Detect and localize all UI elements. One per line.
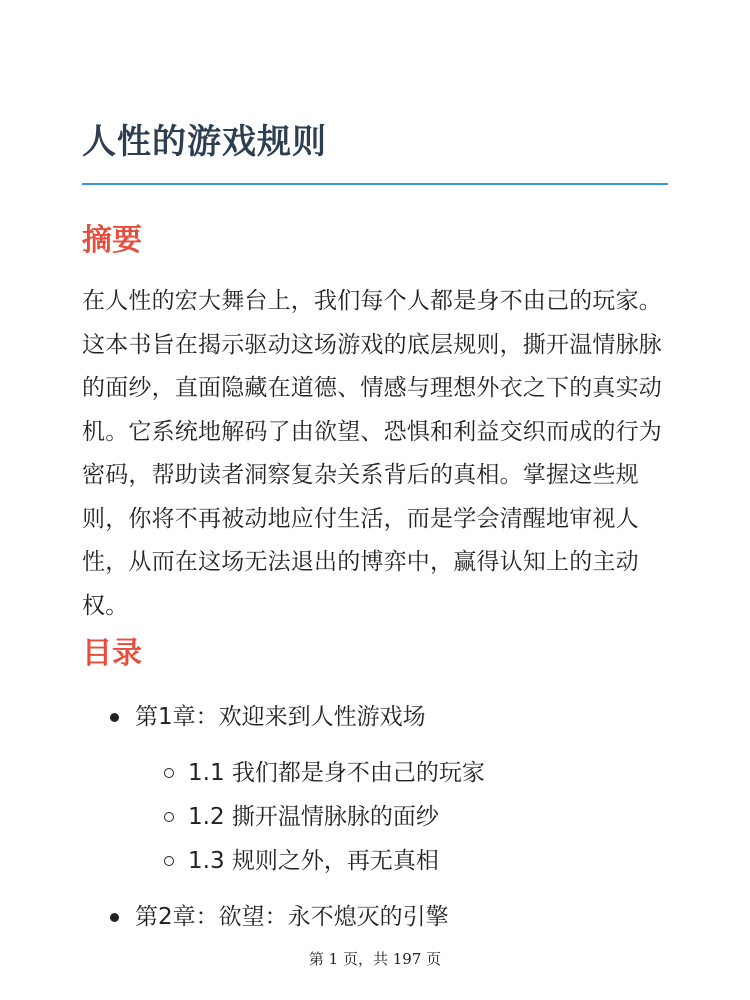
title-divider: [82, 183, 668, 185]
toc-section-label: 1.2 撕开温情脉脉的面纱: [188, 804, 439, 830]
toc-chapter-label: 第1章：欢迎来到人性游戏场: [135, 704, 426, 730]
abstract-paragraph: 在人性的宏大舞台上，我们每个人都是身不由己的玩家。这本书旨在揭示驱动这场游戏的底层规则，撕开温情脉脉的面纱，直面隐藏在道德、情感与理想外衣之下的真实动机。它系统地解码了由欲望、恐惧和利益交织而成的行为密码，帮助读者洞察复杂关系背后的真相。掌握这些规则，你将不再被动地应付生活，而是学会清醒地审视人性，从而在这场无法退出的博弈中，赢得认知上的主动权。: [82, 288, 662, 619]
toc-section-1-1[interactable]: [164, 755, 485, 791]
toc-chapter-1[interactable]: [110, 699, 426, 735]
toc-chapter-label: 第2章：欲望：永不熄灭的引擎: [135, 904, 449, 930]
filled-bullet-icon: [110, 713, 119, 722]
book-title: 人性的游戏规则: [82, 122, 327, 162]
toc-section-label: 1.3 规则之外，再无真相: [188, 848, 439, 874]
toc-section-1-3[interactable]: [164, 843, 439, 879]
hollow-bullet-icon: [164, 768, 174, 778]
abstract-heading: 摘要: [82, 223, 142, 258]
filled-bullet-icon: [110, 913, 119, 922]
hollow-bullet-icon: [164, 812, 174, 822]
hollow-bullet-icon: [164, 856, 174, 866]
toc-heading: 目录: [82, 636, 142, 671]
toc-section-1-2[interactable]: [164, 799, 439, 835]
toc-chapter-2[interactable]: [110, 899, 449, 935]
page-number-footer: 第 1 页，共 197 页: [308, 950, 442, 968]
toc-section-label: 1.1 我们都是身不由己的玩家: [188, 760, 485, 786]
